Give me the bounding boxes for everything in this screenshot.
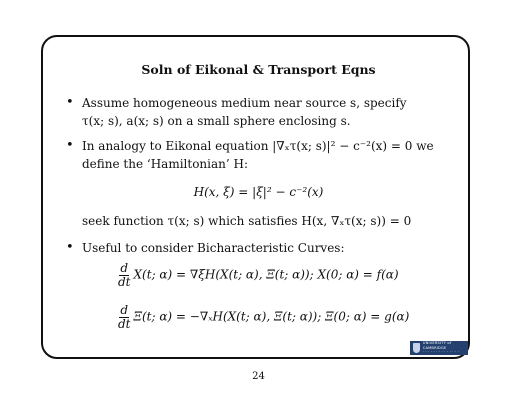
logo-text-line1: UNIVERSITY of CAMBRIDGE <box>422 341 452 350</box>
bullet-marker: • <box>66 138 74 153</box>
university-logo <box>410 341 468 355</box>
slide-title: Soln of Eikonal & Transport Eqns <box>141 62 376 77</box>
shield-icon <box>413 343 420 353</box>
bullet3-line1: Useful to consider Bicharacteristic Curves: <box>82 241 345 255</box>
fraction-numerator: d <box>120 261 129 275</box>
equation-xi-body: Ξ(t; α) = −∇ₓH(X(t; α), Ξ(t; α)); Ξ(0; α) = g(α) <box>133 309 410 324</box>
fraction-denominator: dt <box>118 274 131 289</box>
bullet-marker: • <box>66 240 74 255</box>
page-number: 24 <box>252 371 265 382</box>
bullet1-line1: Assume homogeneous medium near source s, specify <box>82 96 407 110</box>
logo-text-line2: · · · · · · · · · · · · · · <box>422 350 459 355</box>
fraction-numerator: d <box>120 303 129 317</box>
bullet2-line1: In analogy to Eikonal equation |∇ₓτ(x; s)|² − c⁻²(x) = 0 we <box>82 139 434 153</box>
derivative-fraction <box>117 304 132 330</box>
logo-text <box>423 341 468 355</box>
bullet2-line3: seek function τ(x; s) which satisfies H(x, ∇ₓτ(x; s)) = 0 <box>82 214 412 228</box>
derivative-fraction <box>117 262 132 288</box>
bullet1-line2: τ(x; s), a(x; s) on a small sphere enclosing s. <box>82 114 351 128</box>
hamiltonian-equation: H(x, ξ) = |ξ|² − c⁻²(x) <box>193 185 324 199</box>
equation-x-body: X(t; α) = ∇ξH(X(t; α), Ξ(t; α)); X(0; α) = f(α) <box>133 267 399 282</box>
bullet2-line2: define the ‘Hamiltonian’ H: <box>82 157 249 171</box>
fraction-denominator: dt <box>118 316 131 331</box>
bicharacteristic-equation-x <box>117 262 399 288</box>
bicharacteristic-equation-xi <box>117 304 409 330</box>
bullet-marker: • <box>66 95 74 110</box>
